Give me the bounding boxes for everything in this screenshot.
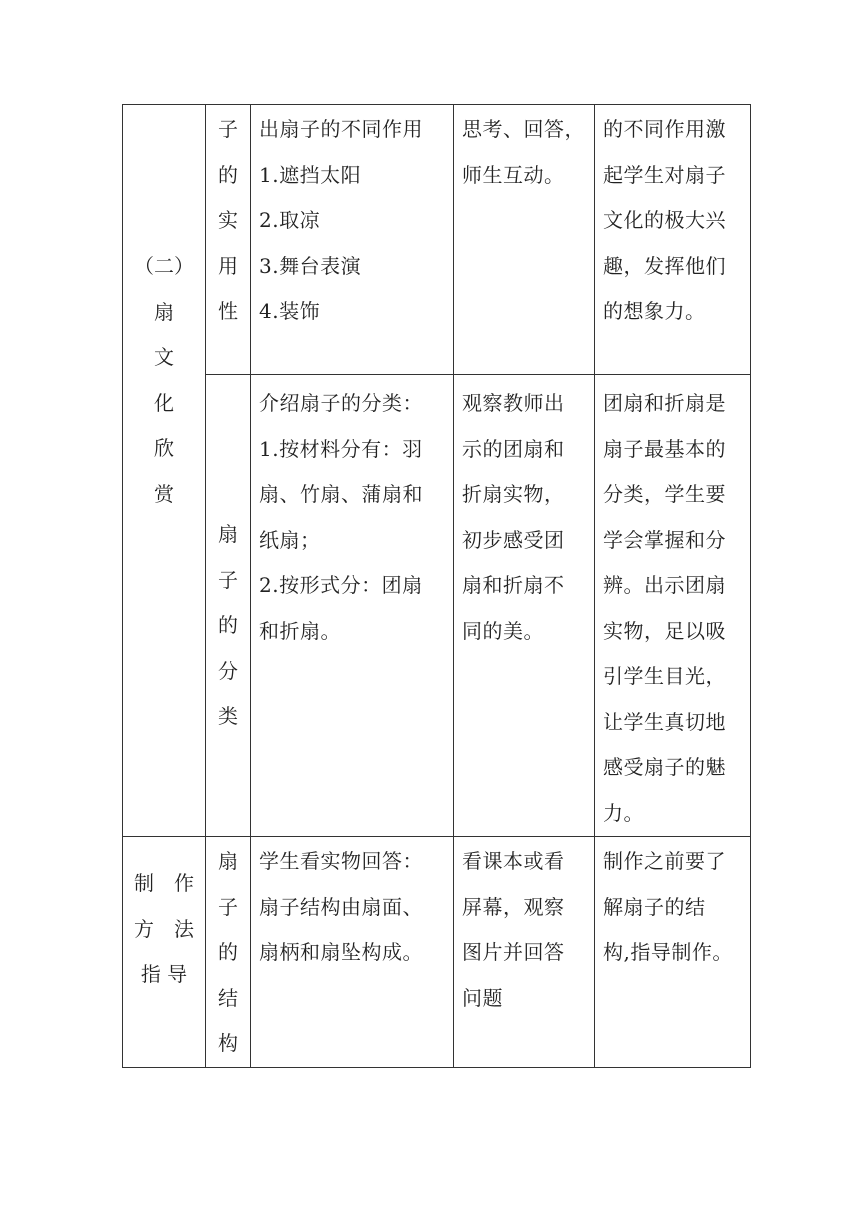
section-line: 方 法	[134, 916, 194, 941]
activity-line: 观察教师出	[462, 391, 565, 415]
section-line: 欣	[154, 436, 174, 460]
purpose-cell	[595, 837, 751, 1068]
activity-line: 同的美。	[462, 618, 544, 643]
purpose-line: 文化的极大兴	[603, 208, 726, 232]
activity-line: 屏幕，观察	[462, 894, 565, 919]
section-line: 扇	[154, 299, 174, 324]
topic-char: 构	[218, 1031, 238, 1055]
content-line: 和折扇。	[259, 618, 341, 643]
topic-char: 扇	[218, 849, 238, 873]
topic-char: 子	[218, 894, 238, 919]
section-line: 化	[154, 390, 174, 415]
activity-line: 图片并回答	[462, 940, 565, 964]
section-label-appreciation	[123, 105, 206, 837]
purpose-line: 感受扇子的魅	[603, 755, 726, 779]
section-line: 指 导	[140, 962, 188, 986]
content-line: 介绍扇子的分类：	[259, 391, 423, 415]
topic-char: 分	[218, 658, 238, 683]
activity-line: 折扇实物，	[462, 482, 565, 506]
section-line: 赏	[154, 481, 174, 506]
activity-line: 看课本或看	[462, 849, 565, 873]
purpose-line: 制作之前要了	[603, 849, 726, 873]
content-line: 2.取凉	[259, 208, 321, 232]
section-line: （二）	[134, 254, 194, 278]
content-line: 出扇子的不同作用	[259, 117, 423, 141]
purpose-line: 辨。出示团扇	[603, 573, 726, 597]
purpose-line: 的不同作用激	[603, 117, 726, 141]
topic-char: 的	[218, 613, 238, 637]
content-line: 学生看实物回答：	[259, 849, 423, 873]
activity-line: 思考、回答，	[462, 117, 585, 141]
purpose-line: 实物，足以吸	[603, 618, 726, 643]
content-line: 3.舞台表演	[259, 253, 362, 278]
activity-line: 初步感受团	[462, 527, 565, 552]
activity-cell	[454, 375, 595, 837]
section-line: 制 作	[134, 871, 194, 895]
purpose-line: 让学生真切地	[603, 709, 726, 734]
activity-cell	[454, 105, 595, 375]
topic-char: 扇	[218, 522, 238, 546]
content-line: 1.按材料分有：羽	[259, 436, 423, 461]
topic-char: 的	[218, 162, 238, 187]
topic-cell	[206, 375, 251, 837]
topic-char: 实	[218, 208, 238, 232]
table-row	[123, 837, 751, 1068]
purpose-line: 构,指导制作。	[603, 940, 733, 964]
purpose-line: 解扇子的结	[603, 894, 706, 919]
content-line: 1.遮挡太阳	[259, 162, 362, 187]
topic-char: 结	[218, 985, 238, 1010]
topic-char: 类	[218, 704, 238, 728]
content-line: 扇子结构由扇面、	[259, 894, 423, 919]
purpose-line: 的想象力。	[603, 299, 706, 323]
content-cell	[251, 837, 454, 1068]
section-line: 文	[154, 345, 174, 369]
topic-char: 子	[218, 567, 238, 592]
purpose-line: 起学生对扇子	[603, 162, 726, 187]
purpose-line: 扇子最基本的	[603, 436, 726, 461]
activity-cell	[454, 837, 595, 1068]
content-cell	[251, 375, 454, 837]
activity-line: 问题	[462, 985, 503, 1010]
content-cell	[251, 105, 454, 375]
section-label-method	[123, 837, 206, 1068]
purpose-line: 分类，学生要	[603, 482, 726, 506]
activity-line: 扇和折扇不	[462, 573, 565, 597]
content-line: 4.装饰	[259, 299, 321, 323]
content-line: 扇柄和扇坠构成。	[259, 940, 423, 964]
topic-char: 用	[218, 253, 238, 278]
lesson-plan-table	[122, 104, 751, 1068]
purpose-cell	[595, 105, 751, 375]
content-line: 扇、竹扇、蒲扇和	[259, 482, 423, 506]
table-row	[123, 375, 751, 837]
activity-line: 示的团扇和	[462, 436, 565, 461]
purpose-line: 趣，发挥他们	[603, 253, 726, 278]
purpose-line: 学会掌握和分	[603, 527, 726, 552]
content-line: 纸扇；	[259, 527, 321, 552]
topic-char: 性	[218, 299, 238, 323]
purpose-line: 团扇和折扇是	[603, 391, 726, 415]
activity-line: 师生互动。	[462, 162, 565, 187]
purpose-line: 力。	[603, 800, 644, 825]
topic-cell	[206, 105, 251, 375]
topic-char: 子	[218, 117, 238, 141]
purpose-line: 引学生目光，	[603, 664, 726, 688]
topic-char: 的	[218, 940, 238, 964]
topic-cell	[206, 837, 251, 1068]
purpose-cell	[595, 375, 751, 837]
table-row	[123, 105, 751, 375]
content-line: 2.按形式分：团扇	[259, 573, 423, 597]
